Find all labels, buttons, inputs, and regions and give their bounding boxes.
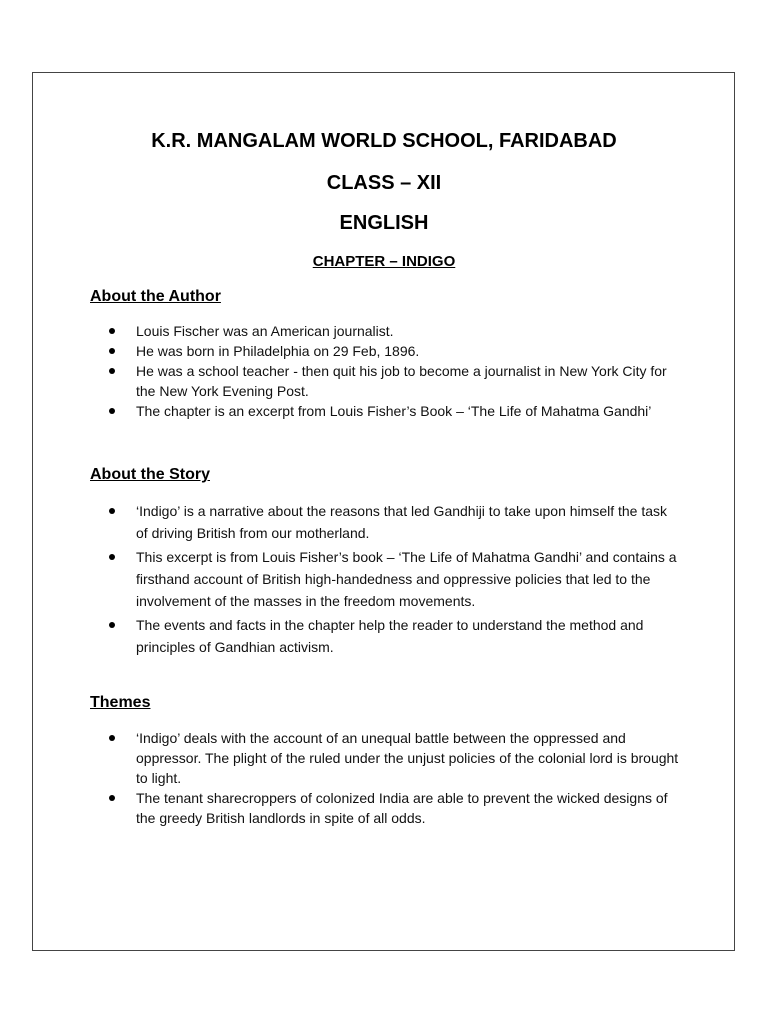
themes-list	[90, 728, 680, 828]
about-story-heading: About the Story	[90, 466, 210, 483]
list-item: The tenant sharecroppers of colonized India are able to prevent the wicked designs of the greedy British landlords in spite of all odds.	[136, 788, 680, 828]
list-item: The events and facts in the chapter help the reader to understand the method and principles of Gandhian activism.	[136, 614, 680, 658]
themes-heading: Themes	[90, 694, 151, 711]
subject-title: ENGLISH	[339, 212, 429, 234]
about-story-list	[90, 500, 680, 660]
list-item: Louis Fischer was an American journalist.	[136, 321, 680, 341]
about-author-heading: About the Author	[90, 288, 221, 305]
list-item: ‘Indigo’ deals with the account of an unequal battle between the oppressed and oppressor. The plight of the ruled under the unjust policies of the colonial lord is brought to light.	[136, 730, 679, 786]
list-item: The chapter is an excerpt from Louis Fisher’s Book – ‘The Life of Mahatma Gandhi’	[136, 401, 680, 421]
about-author-list	[90, 321, 680, 421]
list-item: ‘Indigo’ is a narrative about the reasons that led Gandhiji to take upon himself the task of driving British from our motherland.	[136, 500, 680, 544]
school-name: K.R. MANGALAM WORLD SCHOOL, FARIDABAD	[151, 130, 617, 152]
list-item: He was born in Philadelphia on 29 Feb, 1896.	[136, 341, 680, 361]
list-item: He was a school teacher - then quit his job to become a journalist in New York City for the New York Evening Post.	[136, 361, 680, 401]
list-item: This excerpt is from Louis Fisher’s book – ‘The Life of Mahatma Gandhi’ and contains a firsthand account of British high-handedness and oppressive policies that led to the involvement of the masses in the freedom movements.	[136, 546, 680, 612]
class-title: CLASS – XII	[326, 172, 442, 194]
chapter-title: CHAPTER – INDIGO	[312, 253, 456, 270]
